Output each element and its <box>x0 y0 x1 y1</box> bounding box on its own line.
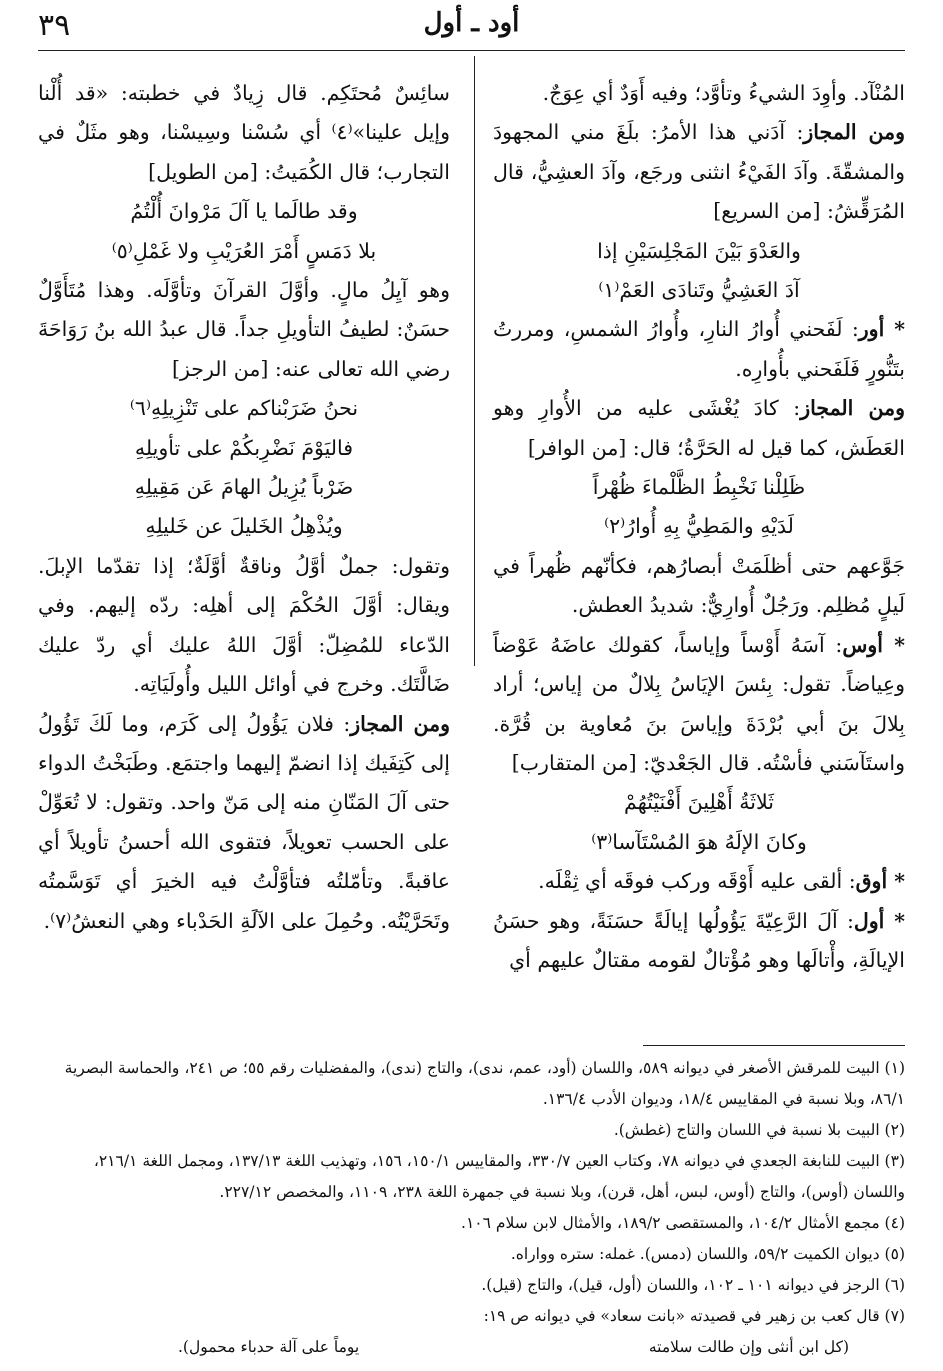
verse-line: نحنُ ضَرَبْناكم على تَنْزِيلِهِ⁽٦⁾ <box>129 396 359 421</box>
footnote: (٢) البيت بلا نسبة في اللسان والتاج (غطش). <box>613 1121 905 1139</box>
entry-text: جَوَّعهم حتى أظلَمَتْ أبصارُهم، فكأنّهم ظُهراً في لَيلٍ مُظلِم. ورَجُلٌ أُوارِيٌّ: شديدُ العطش. <box>493 553 905 618</box>
entry-text: وتقول: جملٌ أوَّلُ وناقةٌ أوَّلَةٌ؛ إذا تقدّما الإبلَ. ويقال: أوَّلَ الحُكْمَ إلى أهلِه: ردّه إليهم. وفي الدّعاء للمُضِلّ: أوَّلَ اللهُ عليك أي ردّ عليك ضَالَّتَك. وخرج في أوائل الليل وأُولَيَاتِه. <box>38 553 450 697</box>
section-label: ومن المجاز <box>800 396 905 421</box>
footnote: (١) البيت للمرقش الأصغر في ديوانه ٥٨٩، واللسان (أود، عمم، ندى)، والتاج (ندى)، والمفضليات رقم ٥٥؛ ص ٢٤١، والحماسة البصرية ٨٦/١، وبلا نسبة في المقاييس ١٨/٤، وديوان الأدب ١٣٦/٤. <box>64 1059 905 1108</box>
entry-text: : فلان يَؤُولُ إلى كَرَم، وما لَكَ تَؤُولُ إلى كَتِفَيك إذا انضمّ إليهما واجتمَع. وطَبَخْتُ الدواء حتى آلَ المَنّانِ منه إلى مَنّ واحد. وتقول: لا تُعَوِّلْ على الحسب تعويلاً، فتقوى الله أحسنُ تأويلاً أي عاقبةً. وتأمّلتُه فتأوَّلْتُ فيه الخيرَ أي تَوَسَّمتُه وتَحَرَّيْتُه. وحُمِلَ على الآلَةِ الحَدْباء وهي النعشُ⁽٧⁾. <box>38 711 450 933</box>
footnote: (٧) قال كعب بن زهير في قصيدته «بانت سعاد» في ديوانه ص ١٩: <box>483 1307 905 1325</box>
verse-line: آدَ العَشِيُّ وتَنادَى العَمْ⁽١⁾ <box>598 278 800 303</box>
verse-line: ثَلاثَةُ أَهْلِينَ أَفْنَيْتُهُمْ <box>624 790 774 815</box>
right-column <box>493 74 906 972</box>
verse-line: بلا دَمَسٍ أَمْرَ العُرَيْبِ ولا غَمْلِ⁽٥⁾ <box>111 238 377 263</box>
footnote: (٦) الرجز في ديوانه ١٠١ ـ ١٠٢، واللسان (أول، قيل)، والتاج (قيل). <box>481 1276 905 1294</box>
column-divider <box>474 56 475 666</box>
header-rule <box>38 50 905 51</box>
section-label: ومن المجاز <box>350 711 450 736</box>
verse-line: وكانَ الإلَهُ هوَ المُسْتَآسا⁽٣⁾ <box>591 829 807 854</box>
footnotes <box>38 1053 905 1363</box>
section-label: ومن المجاز <box>803 120 906 145</box>
verse-line: لَدَيْهِ والمَطِيُّ بِهِ أُوارُ⁽٢⁾ <box>604 514 794 539</box>
verse-line: وقد طالَما يا آلَ مَرْوانَ أُلْتُمُ <box>130 199 358 224</box>
page-header <box>38 8 905 48</box>
dictionary-entry <box>493 310 905 389</box>
verse-line: ظَلِلْنا نَخْبِطُ الظَّلْماءَ ظُهْراً <box>592 475 806 500</box>
paragraph <box>493 113 905 231</box>
entry-text: : آدَني هذا الأمرُ: بلَغَ مني المجهودَ والمشقّةَ. وآدَ الفَيْءُ انثنى ورجَع، وآدَ العشِيُّ، قال المُرَقِّشُ: [من السريع] <box>493 120 905 224</box>
paragraph <box>493 547 905 626</box>
entry-text: : لَفَحني أُوارُ النارِ، وأُوارُ الشمسِ، ومررتُ بتَنُّورٍ فَلَفَحني بأُوارِه. <box>493 317 905 381</box>
footnote: (٤) مجمع الأمثال ١٠٤/٢، والمستقصى ١٨٩/٢، والأمثال لابن سلام ١٠٦. <box>461 1214 905 1232</box>
verse-line: فاليَوْمَ نَضْرِبكُمْ على تأويلِهِ <box>134 435 354 460</box>
footnote-verse <box>38 1332 905 1363</box>
entry-text: : آلَ الرَّعِيّةَ يَؤُولُها إيالَةً حسَنَةً، وهو حسَنُ الإيالَةِ، وأْتالَها وهو مُؤْتالٌ لقومه مقتالٌ عليهم أي <box>493 908 905 972</box>
paragraph <box>38 705 450 941</box>
paragraph <box>38 74 450 192</box>
footnote-verse-second: يوماً على آلة حدباء محمول). <box>178 1338 360 1356</box>
footnote: (٣) البيت للنابغة الجعدي في ديوانه ٧٨، وكتاب العين ٣٣٠/٧، والمقاييس ١٥٠/١، ١٥٦، وتهذيب اللغة ١٣٧/١٣، ومجمل اللغة ٢١٦/١، واللسان (أوس)، والتاج (أوس، لبس، أهل، قرن)، وبلا نسبة في جمهرة اللغة ٢٣٨، ١١٠٩، والمخصص ٢٢٧/١٢. <box>93 1152 905 1201</box>
entry-text: : كادَ يُغْشَى عليه من الأُوارِ وهو العَطَش، كما قيل له الحَرَّةُ؛ قال: [من الوافر] <box>493 396 905 460</box>
dictionary-entry <box>493 902 905 981</box>
dictionary-entry <box>493 862 905 901</box>
dictionary-entry <box>493 626 905 784</box>
entry-text: : آسَهُ أَوْساً وإياساً، كقولك عاضَهُ عَوْضاً وعِياضاً. تقول: بِئسَ الإيَاسُ بِلالٌ من إياس؛ أراد بِلالَ بنَ أبي بُرْدَةَ وإياسَ بنَ مُعاوية بن قُرَّة. واستَآسَني فأسْتُه. قال الجَعْديّ: [من المتقارب] <box>493 632 905 775</box>
headword: * أوس <box>842 632 905 657</box>
verse-line: والعَدْوَ بَيْنَ المَجْلِسَيْنِ إذا <box>597 238 801 263</box>
entry-text: وهو آيِلُ مالٍ. وأوَّلَ القرآنَ وتأوَّلَه. وهذا مُتَأَوَّلٌ حسَنٌ: لطيفُ التأويلِ جداً. قال عبدُ الله بنُ رَوَاحَةَ رضي الله تعالى عنه: [من الرجز] <box>38 278 450 381</box>
paragraph <box>38 547 450 705</box>
paragraph <box>493 74 905 113</box>
verse-line: ضَرْباً يُزِيلُ الهامَ عَن مَقِيلِهِ <box>134 475 354 500</box>
footnote: (٥) ديوان الكميت ٥٩/٢، واللسان (دمس). غمله: ستره وواراه. <box>510 1245 905 1263</box>
paragraph <box>38 271 450 389</box>
running-title: أود ـ أول <box>423 8 520 38</box>
headword: * أول <box>853 908 905 933</box>
verse-line: ويُذْهِلُ الخَليلَ عن خَليلِهِ <box>145 514 343 539</box>
page-number: ٣٩ <box>38 8 71 43</box>
footnote-verse-first: (كل ابن أنثى وإن طالت سلامته <box>648 1338 849 1356</box>
footnote-rule <box>643 1045 905 1046</box>
left-column <box>38 74 451 933</box>
entry-text: سائِسٌ مُحتَكِم. قال زِيادٌ في خطبته: «قد أُلْنا وإيل علينا»⁽٤⁾ أي سُسْنا وسِيسْنا، وهو مثَلٌ في التجارب؛ قال الكُمَيتُ: [من الطويل] <box>38 81 451 184</box>
entry-text: المُنْآد. وأوِدَ الشيءُ وتأوَّد؛ وفيه أَوَدٌ أي عِوَجٌ. <box>542 81 905 105</box>
headword: * أور <box>858 317 905 342</box>
entry-text: : ألقى عليه أَوْقَه وركب فوقَه أي ثِقْلَه. <box>538 869 856 894</box>
headword: * أوق <box>855 869 905 894</box>
paragraph <box>493 389 905 468</box>
